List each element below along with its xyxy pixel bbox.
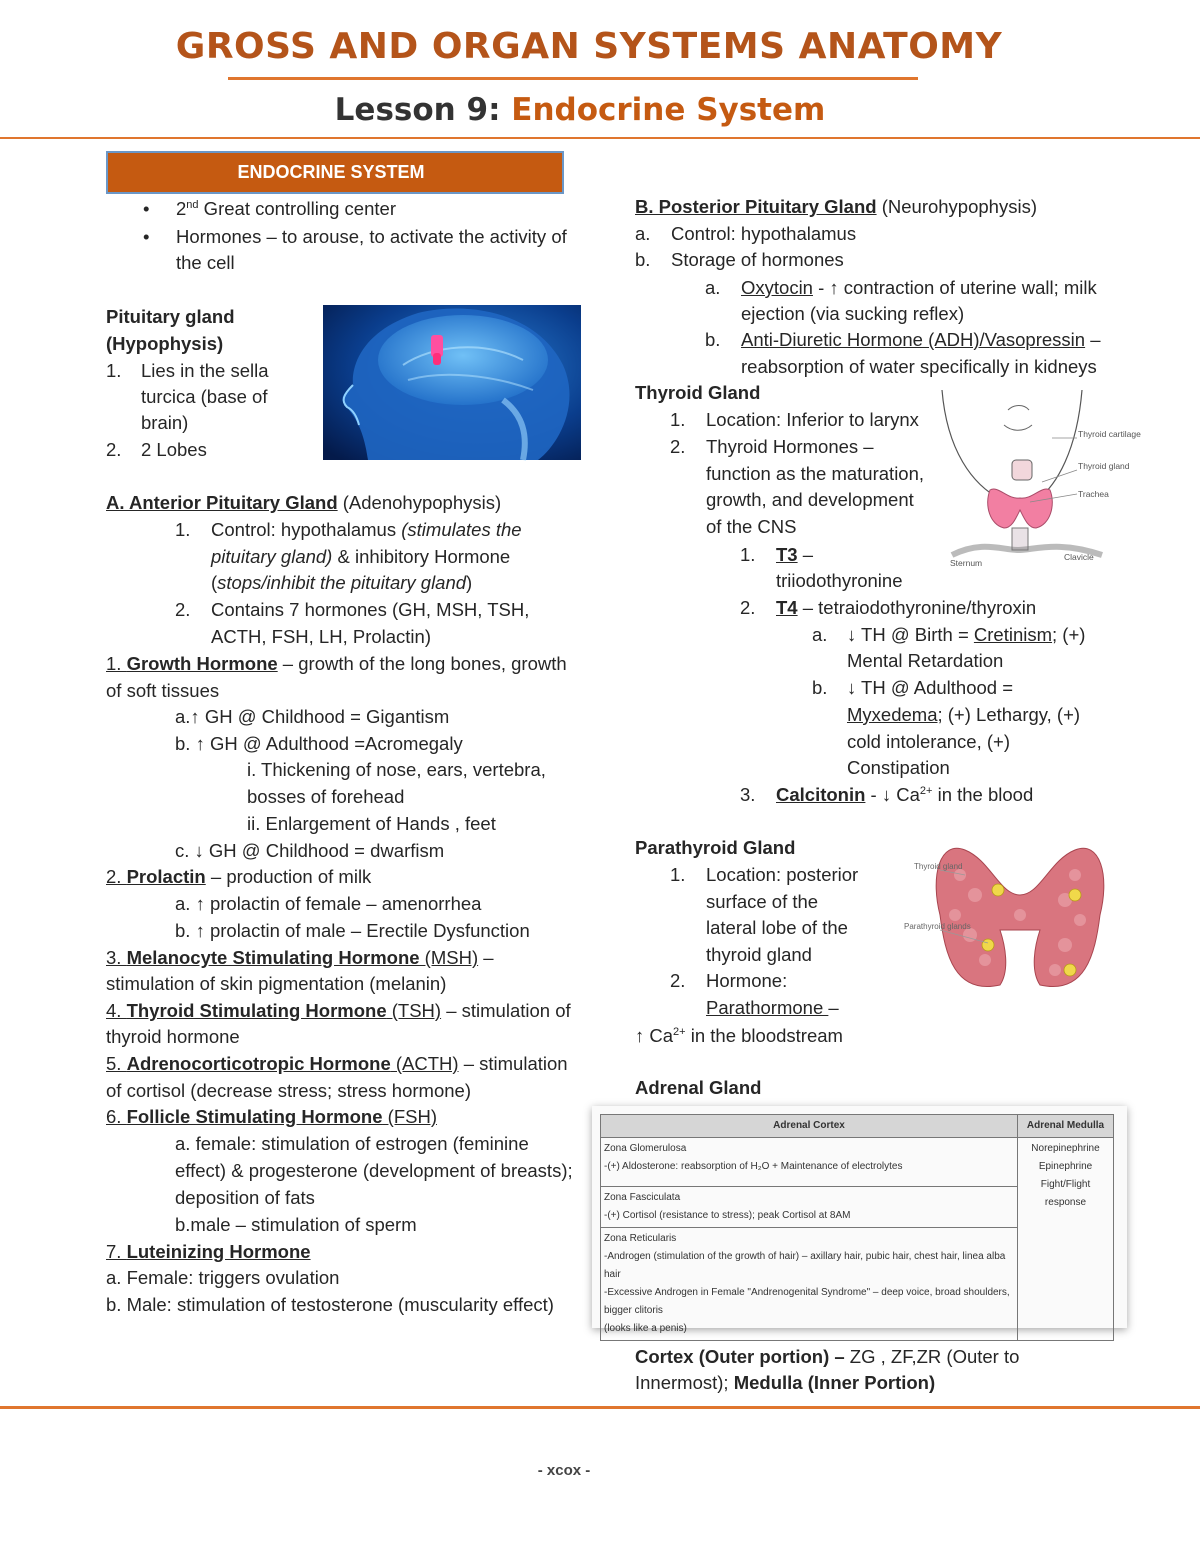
thyroid-hormones-cont: growth, and development xyxy=(706,489,914,510)
t4-item-b: ↓ TH @ Adulthood = xyxy=(847,677,1014,698)
anterior-item-2-cont: ACTH, FSH, LH, Prolactin) xyxy=(211,626,431,647)
thyroid-hormones-cont: function as the maturation, xyxy=(706,463,925,484)
list-number: 2. xyxy=(670,970,686,991)
lh-heading: 7. Luteinizing Hormone xyxy=(106,1241,311,1262)
posterior-item-a: Control: hypothalamus xyxy=(671,223,857,244)
section-banner: ENDOCRINE SYSTEM xyxy=(106,151,564,194)
document-title: GROSS AND ORGAN SYSTEMS ANATOMY xyxy=(175,26,1003,67)
footer-text: - xcox - xyxy=(537,1462,591,1479)
parathyroid-location-cont: surface of the xyxy=(706,891,819,912)
anterior-item-1-cont: (stops/inhibit the pituitary gland) xyxy=(211,572,473,593)
lh-item-a: a. Female: triggers ovulation xyxy=(106,1267,340,1288)
zona-glomerulosa-cell: Zona Glomerulosa -(+) Aldosterone: reabsorption of H₂O + Maintenance of electrolytes xyxy=(601,1138,1018,1187)
list-letter: a. xyxy=(812,624,828,645)
thyroid-hormones-cont: of the CNS xyxy=(706,516,797,537)
list-letter: b. xyxy=(635,249,651,270)
t4-item-a: ↓ TH @ Birth = Cretinism; (+) xyxy=(847,624,1086,645)
anterior-item-2: Contains 7 hormones (GH, MSH, TSH, xyxy=(211,599,530,620)
adh-item: Anti-Diuretic Hormone (ADH)/Vasopressin – xyxy=(741,329,1101,350)
pituitary-head-image xyxy=(323,305,581,460)
list-letter: a. xyxy=(705,277,721,298)
medulla-cell: Norepinephrine Epinephrine Fight/Flight response xyxy=(1018,1138,1114,1341)
list-number: 2. xyxy=(175,599,191,620)
list-number: 1. xyxy=(670,409,686,430)
gh-item-a: a.↑ GH @ Childhood = Gigantism xyxy=(175,706,450,727)
parathyroid-location-cont: thyroid gland xyxy=(706,944,812,965)
fsh-item-a-cont: effect) & progesterone (development of breasts); xyxy=(175,1160,573,1181)
adrenal-summary-cont: Innermost); Medulla (Inner Portion) xyxy=(635,1372,936,1393)
thyroid-neck-illustration xyxy=(932,390,1141,574)
pituitary-heading-2: (Hypophysis) xyxy=(106,333,224,354)
parathyroid-glands-label: Parathyroid glands xyxy=(904,922,971,931)
fsh-item-b: b.male – stimulation of sperm xyxy=(175,1214,417,1235)
intro-bullet-1: 2nd Great controlling center xyxy=(176,198,396,219)
posterior-item-b: Storage of hormones xyxy=(671,249,844,270)
parathyroid-heading: Parathyroid Gland xyxy=(635,837,796,858)
pituitary-heading: Pituitary gland xyxy=(106,306,235,327)
intro-bullet-2-cont: the cell xyxy=(176,252,235,273)
prolactin-heading: 2. Prolactin – production of milk xyxy=(106,866,372,887)
anterior-item-1-cont: pituitary gland) & inhibitory Hormone xyxy=(211,546,511,567)
calcitonin-item: Calcitonin - ↓ $Ca^{2+}$ in the blood xyxy=(776,784,1034,805)
list-number: 2. xyxy=(670,436,686,457)
list-number: 2. xyxy=(106,439,122,460)
bullet-dot: • xyxy=(143,226,150,247)
oxytocin-item-cont: ejection (via sucking reflex) xyxy=(741,303,965,324)
tsh-desc: thyroid hormone xyxy=(106,1026,240,1047)
oxytocin-item: Oxytocin - ↑ contraction of uterine wall; milk xyxy=(741,277,1097,298)
thyroid-cartilage-label: Thyroid cartilage xyxy=(1078,429,1141,439)
adrenal-cortex-header: Adrenal Cortex xyxy=(601,1115,1018,1138)
list-number: 2. xyxy=(740,597,756,618)
parathormone-item: Parathormone – xyxy=(706,997,839,1018)
acth-desc: of cortisol (decrease stress; stress hormone) xyxy=(106,1080,471,1101)
footer-divider xyxy=(0,1406,1200,1409)
adrenal-heading: Adrenal Gland xyxy=(635,1077,762,1098)
list-letter: b. xyxy=(705,329,721,350)
t4-item-b-cont: cold intolerance, (+) xyxy=(847,731,1010,752)
list-number: 1. xyxy=(175,519,191,540)
fsh-heading: 6. Follicle Stimulating Hormone (FSH) xyxy=(106,1106,437,1127)
list-number: 1. xyxy=(106,360,122,381)
zona-fasciculata-cell: Zona Fasciculata -(+) Cortisol (resistance to stress); peak Cortisol at 8AM xyxy=(601,1187,1018,1228)
anterior-heading: A. Anterior Pituitary Gland (Adenohypophysis) xyxy=(106,492,502,513)
list-number: 1. xyxy=(740,544,756,565)
parathormone-effect: ↑ $Ca^{2+}$ in the bloodstream xyxy=(635,1025,843,1046)
zona-reticularis-cell: Zona Reticularis -Androgen (stimulation of the growth of hair) – axillary hair, pubic hair, chest hair, linea alba hair -Excessive Androgen in Female "Andrenogenital Syndrome" – deep voice, broad shoulders, bigger clitoris (looks like a penis) xyxy=(601,1228,1018,1341)
acth-heading: 5. Adrenocorticotropic Hormone (ACTH) – stimulation xyxy=(106,1053,568,1074)
adrenal-table-image xyxy=(592,1106,1127,1334)
thyroid-gland-label: Thyroid gland xyxy=(1078,461,1130,471)
adrenal-summary: Cortex (Outer portion) – ZG , ZF,ZR (Outer to xyxy=(635,1346,1020,1367)
clavicle-label: Clavicle xyxy=(1064,552,1094,562)
pituitary-item-1-cont: turcica (base of xyxy=(141,386,268,407)
prolactin-item-b: b. ↑ prolactin of male – Erectile Dysfunction xyxy=(175,920,530,941)
parathyroid-illustration xyxy=(870,835,1126,1005)
gh-item-b: b. ↑ GH @ Adulthood =Acromegaly xyxy=(175,733,463,754)
pituitary-item-1-cont: brain) xyxy=(141,412,189,433)
parathyroid-location: Location: posterior xyxy=(706,864,859,885)
posterior-heading: B. Posterior Pituitary Gland (Neurohypophysis) xyxy=(635,196,1037,217)
pituitary-item-2: 2 Lobes xyxy=(141,439,207,460)
sternum-label: Sternum xyxy=(950,558,983,568)
t4-item-b-cont: Myxedema; (+) Lethargy, (+) xyxy=(847,704,1081,725)
msh-heading: 3. Melanocyte Stimulating Hormone (MSH) – xyxy=(106,947,494,968)
list-letter: b. xyxy=(812,677,828,698)
gh-item-c: c. ↓ GH @ Childhood = dwarfism xyxy=(175,840,445,861)
list-number: 1. xyxy=(670,864,686,885)
gh-item-b-ii: ii. Enlargement of Hands , feet xyxy=(247,813,496,834)
adrenal-medulla-header: Adrenal Medulla xyxy=(1018,1115,1114,1138)
t3-item-cont: triiodothyronine xyxy=(776,570,903,591)
lesson-label: Lesson 9: xyxy=(334,92,501,128)
thyroid-heading: Thyroid Gland xyxy=(635,382,761,403)
trachea-label: Trachea xyxy=(1078,489,1109,499)
list-letter: a. xyxy=(635,223,651,244)
fsh-item-a-cont: deposition of fats xyxy=(175,1187,315,1208)
bullet-dot: • xyxy=(143,198,150,219)
fsh-item-a: a. female: stimulation of estrogen (feminine xyxy=(175,1133,529,1154)
adrenal-table xyxy=(600,1114,1114,1341)
anterior-item-1: Control: hypothalamus (stimulates the xyxy=(211,519,522,540)
parathyroid-location-cont: lateral lobe of the xyxy=(706,917,848,938)
t4-item: T4 – tetraiodothyronine/thyroxin xyxy=(776,597,1037,618)
t3-item: T3 – xyxy=(776,544,814,565)
thyroid-hormones: Thyroid Hormones – xyxy=(706,436,874,457)
thyroid-location: Location: Inferior to larynx xyxy=(706,409,919,430)
title-underline xyxy=(228,77,918,80)
header-divider xyxy=(0,137,1200,139)
gh-item-b-i: i. Thickening of nose, ears, vertebra, xyxy=(247,759,546,780)
growth-hormone-heading: 1. Growth Hormone – growth of the long bones, growth xyxy=(106,653,567,674)
growth-hormone-desc: of soft tissues xyxy=(106,680,220,701)
gh-item-b-i-cont: bosses of forehead xyxy=(247,786,405,807)
thyroid-gland-label: Thyroid gland xyxy=(914,862,963,871)
t4-item-a-cont: Mental Retardation xyxy=(847,650,1004,671)
intro-bullet-2: Hormones – to arouse, to activate the activity of xyxy=(176,226,567,247)
t4-item-b-cont: Constipation xyxy=(847,757,950,778)
adh-item-cont: reabsorption of water specifically in kidneys xyxy=(741,356,1097,377)
tsh-heading: 4. Thyroid Stimulating Hormone (TSH) – stimulation of xyxy=(106,1000,571,1021)
lesson-topic: Endocrine System xyxy=(511,92,826,128)
lh-item-b: b. Male: stimulation of testosterone (muscularity effect) xyxy=(106,1294,554,1315)
pituitary-item-1: Lies in the sella xyxy=(141,360,269,381)
prolactin-item-a: a. ↑ prolactin of female – amenorrhea xyxy=(175,893,482,914)
msh-desc: stimulation of skin pigmentation (melanin) xyxy=(106,973,447,994)
list-number: 3. xyxy=(740,784,756,805)
parathyroid-hormone: Hormone: xyxy=(706,970,788,991)
lesson-title xyxy=(0,92,1160,128)
